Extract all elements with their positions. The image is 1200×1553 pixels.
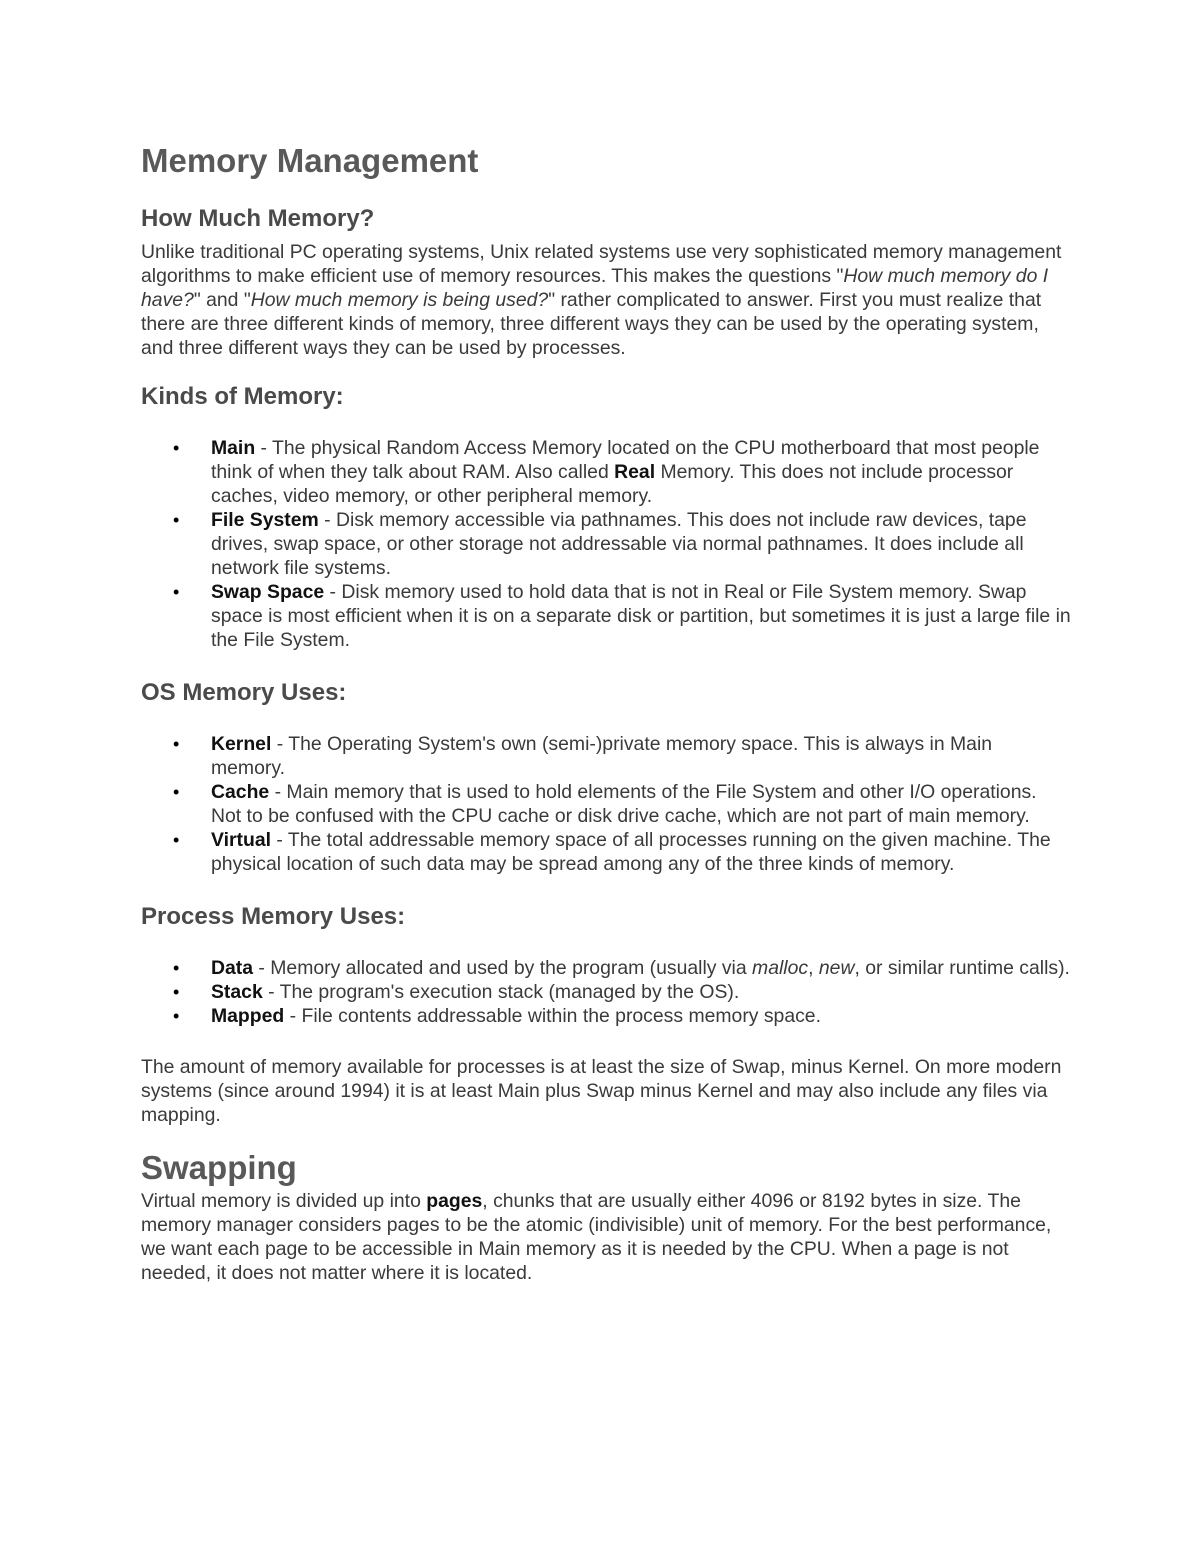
heading-how-much-memory: How Much Memory?: [141, 205, 375, 232]
bullet-icon: •: [173, 830, 180, 850]
bullet-icon: •: [173, 582, 180, 602]
page-title: Memory Management: [141, 142, 479, 179]
swapping-text-1: Virtual memory is divided up into: [141, 1190, 427, 1212]
cache-text: - Main memory that is used to hold elements of the File System and other I/O operations. Not to be confused with the CPU cache or disk drive cache, which are not part of main memory.: [211, 781, 1037, 827]
mapped-text: - File contents addressable within the process memory space.: [284, 1005, 821, 1027]
stack-text: - The program's execution stack (managed by the OS).: [262, 981, 740, 1003]
question-2: How much memory is being used?: [250, 289, 549, 311]
heading-swapping: Swapping: [141, 1149, 297, 1186]
list-item: [141, 732, 1071, 780]
heading-os-memory-uses: OS Memory Uses:: [141, 679, 347, 706]
bullet-icon: •: [173, 734, 180, 754]
data-text-1: - Memory allocated and used by the program (usually via: [253, 957, 753, 979]
process-uses-list: [141, 956, 1071, 1028]
term-pages: pages: [426, 1190, 483, 1212]
file-system-text: - Disk memory accessible via pathnames. This does not include raw devices, tape drives, swap space, or other storage not addressable via normal pathnames. It does include all network file systems.: [211, 509, 1027, 579]
main-text-1: - The physical Random Access Memory located on the CPU motherboard that most people think of when they talk about RAM. Also called: [211, 437, 1040, 483]
bullet-icon: •: [173, 438, 180, 458]
swapping-paragraph: [141, 1189, 1071, 1285]
os-uses-list: [141, 732, 1071, 876]
term-cache: Cache: [211, 781, 270, 803]
swap-space-text: - Disk memory used to hold data that is not in Real or File System memory. Swap space is most efficient when it is on a separate disk or partition, but sometimes it is just a large file in the File System.: [211, 581, 1071, 651]
intro-paragraph: [141, 240, 1071, 360]
bullet-icon: •: [173, 982, 180, 1002]
main-text-2: Memory. This does not include processor caches, video memory, or other peripheral memory.: [211, 461, 1014, 507]
virtual-text: - The total addressable memory space of all processes running on the given machine. The physical location of such data may be spread among any of the three kinds of memory.: [211, 829, 1051, 875]
bullet-icon: •: [173, 510, 180, 530]
list-item: [141, 956, 1071, 980]
list-item: [141, 1004, 1071, 1028]
kinds-list: [141, 436, 1071, 652]
term-virtual: Virtual: [211, 829, 271, 851]
list-item: [141, 828, 1071, 876]
term-new: new: [818, 957, 855, 979]
intro-text-1: Unlike traditional PC operating systems, Unix related systems use very sophisticated memory management algorithms to make efficient use of memory resources. This makes the questions ": [141, 241, 1062, 287]
heading-process-memory-uses: Process Memory Uses:: [141, 903, 406, 930]
question-1: How much memory do I have?: [141, 265, 1049, 311]
list-item: [141, 436, 1071, 508]
intro-text-2: " and ": [193, 289, 251, 311]
data-comma: ,: [808, 957, 819, 979]
bullet-icon: •: [173, 958, 180, 978]
list-item: [141, 580, 1071, 652]
list-item: [141, 508, 1071, 580]
term-kernel: Kernel: [211, 733, 272, 755]
term-real: Real: [614, 461, 656, 483]
term-swap-space: Swap Space: [211, 581, 325, 603]
term-main: Main: [211, 437, 256, 459]
document-content: [141, 140, 1071, 1285]
list-item: [141, 780, 1071, 828]
summary-paragraph: The amount of memory available for processes is at least the size of Swap, minus Kernel. On more modern systems (since around 1994) it is at least Main plus Swap minus Kernel and may also include any files via mapping.: [141, 1056, 1062, 1126]
term-stack: Stack: [211, 981, 263, 1003]
data-text-2: , or similar runtime calls).: [854, 957, 1070, 979]
term-malloc: malloc: [752, 957, 809, 979]
term-data: Data: [211, 957, 254, 979]
bullet-icon: •: [173, 782, 180, 802]
kernel-text: - The Operating System's own (semi-)private memory space. This is always in Main memory.: [211, 733, 993, 779]
intro-text-3: " rather complicated to answer. First you must realize that there are three different kinds of memory, three different ways they can be used by the operating system, and three different ways they can be used by processes.: [141, 289, 1042, 359]
list-item: [141, 980, 1071, 1004]
swapping-text-2: , chunks that are usually either 4096 or 8192 bytes in size. The memory manager considers pages to be the atomic (indivisible) unit of memory. For the best performance, we want each page to be accessible in Main memory as it is needed by the CPU. When a page is not needed, it does not matter where it is located.: [141, 1190, 1052, 1284]
term-file-system: File System: [211, 509, 319, 531]
bullet-icon: •: [173, 1006, 180, 1026]
term-mapped: Mapped: [211, 1005, 285, 1027]
heading-kinds-of-memory: Kinds of Memory:: [141, 383, 344, 410]
